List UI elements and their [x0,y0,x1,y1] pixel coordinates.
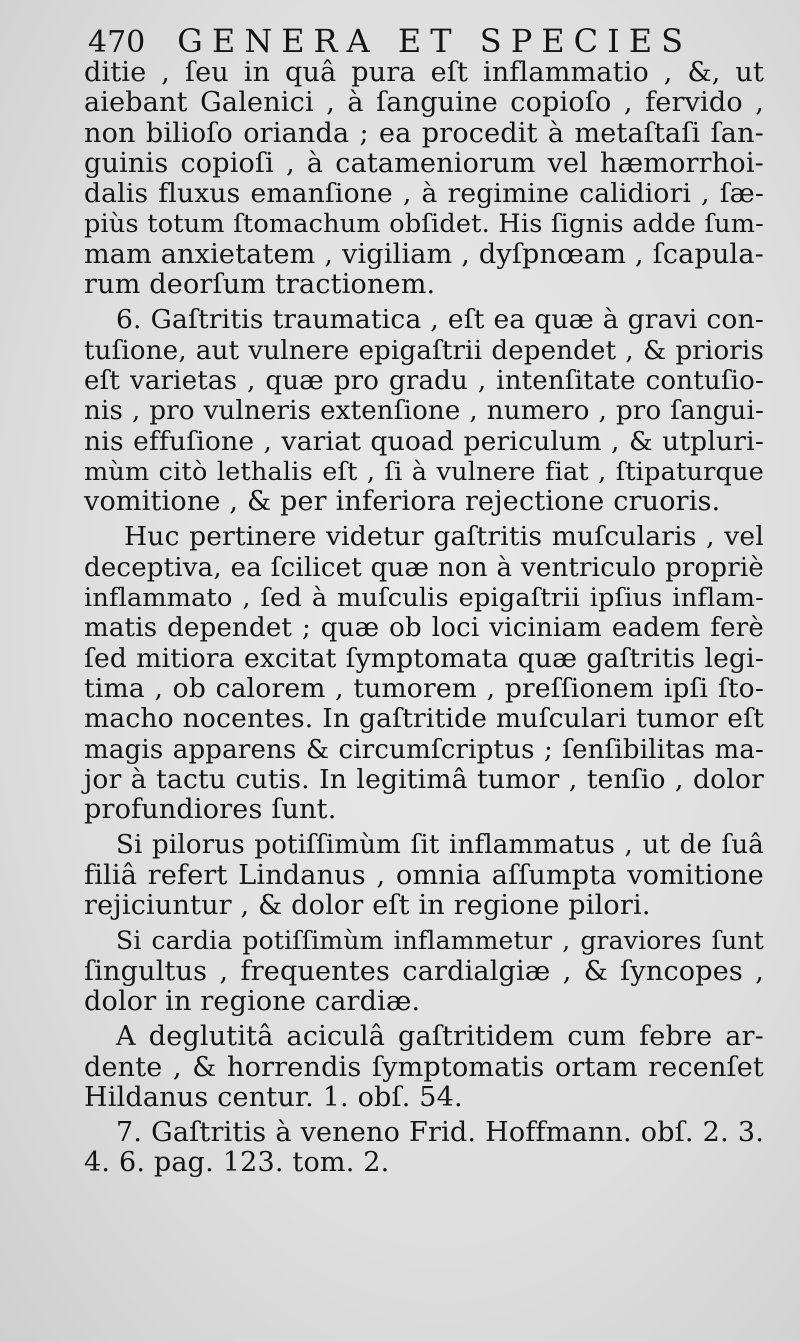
text-line: guinis copioſi , à catameniorum vel hæmorrhoi- [84,147,764,179]
text-line: Huc pertinere videtur gaſtritis muſcularis , vel [124,521,764,553]
text-line: matis dependet ; quæ ob loci viciniam eadem ferè [84,613,764,644]
text-line: profundiores ſunt. [84,794,337,826]
text-line: nis effuſione , variat quoad periculum , & utpluri- [84,425,764,457]
text-line: inflammato , ſed à muſculis epigaſtrii ipſius inflam- [84,583,764,614]
text-line: jor à tactu cutis. In legitimâ tumor , tenſio , dolor [84,763,764,795]
text-line: 7. Gaſtritis à veneno Frid. Hoffmann. obſ. 2. 3. [116,1117,764,1149]
text-line: filiâ refert Lindanus , omnia aſſumpta vomitione [84,859,764,891]
text-body [84,58,764,1179]
text-line: rum deorſum tractionem. [84,269,436,301]
text-line: 6. Gaſtritis traumatica , eſt ea quæ à gravi con- [116,304,764,336]
text-line: tima , ob calorem , tumorem , preſſionem ipſi ſto- [84,672,764,704]
text-line: eſt varietas , quæ pro gradu , intenſitate contuſio- [84,365,764,396]
text-line: piùs totum ſtomachum obſidet. His ſignis adde ſum- [84,209,764,240]
text-line: dalis fluxus emanſione , à regimine calidiori , ſæ- [84,178,764,210]
text-line: 4. 6. pag. 123. tom. 2. [84,1147,390,1179]
text-line: ſed mitiora excitat ſymptomata quæ gaſtritis legi- [84,642,764,674]
text-line: dente , & horrendis ſymptomatis ortam recenſet [84,1051,764,1083]
text-line: mùm citò lethalis eſt , ſi à vulnere fiat , ſtipaturque [84,456,764,487]
running-title: GENERA ET SPECIES [177,22,693,60]
text-line: tuſione, aut vulnere epigaſtrii dependet , & prioris [84,335,764,366]
text-line: Si pilorus potiſſimùm ſit inflammatus , ut de ſuâ [116,830,764,861]
text-line: vomitione , & per inferiora rejectione cruoris. [84,486,721,518]
text-line: dolor in regione cardiæ. [84,985,421,1017]
text-line: ſingultus , frequentes cardialgiæ , & ſyncopes , [84,955,764,987]
text-line: A deglutitâ aciculâ gaſtritidem cum febre ar- [116,1021,764,1053]
text-line: deceptiva, ea ſcilicet quæ non à ventriculo propriè [84,552,764,583]
text-line: macho nocentes. In gaſtritide muſculari tumor eſt [84,703,764,735]
page-number: 470 [88,25,146,60]
text-line: non bilioſo orianda ; ea procedit à metaſtaſi ſan- [84,117,764,149]
text-line: aiebant Galenici , à ſanguine copioſo , fervido , [84,87,764,119]
text-line: ditie , ſeu in quâ pura eſt inflammatio , &, ut [84,57,764,88]
text-line: nis , pro vulneris extenſione , numero , pro ſangui- [84,396,764,427]
text-line: mam anxietatem , vigiliam , dyſpnœam , ſcapula- [84,238,764,270]
text-line: rejiciuntur , & dolor eſt in regione pilori. [84,890,651,922]
text-line: Hildanus centur. 1. obſ. 54. [84,1081,463,1113]
text-line: magis apparens & circumſcriptus ; ſenſibilitas ma- [84,734,764,765]
text-line: Si cardia potiſſimùm inflammetur , graviores ſunt [116,926,764,956]
